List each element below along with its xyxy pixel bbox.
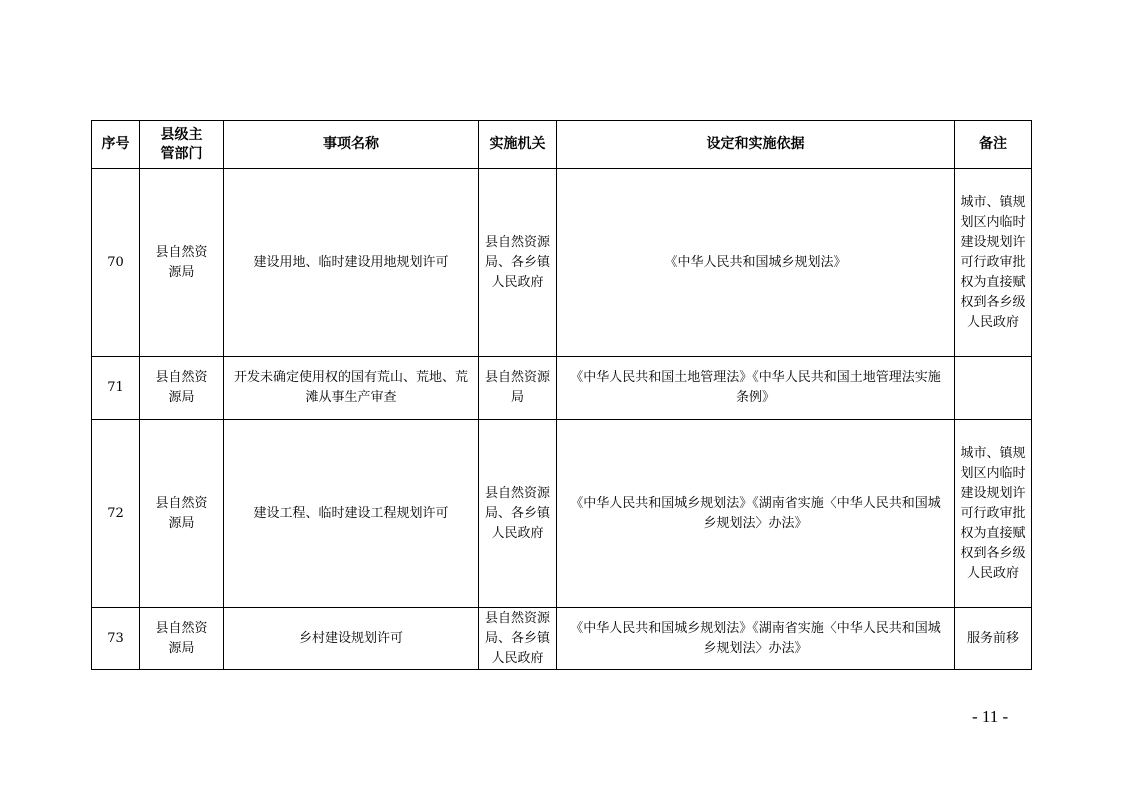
cell-remark: 城市、镇规划区内临时建设规划许可行政审批权为直接赋权到各乡级人民政府 bbox=[955, 169, 1032, 357]
cell-dept: 县自然资源局 bbox=[140, 420, 224, 608]
cell-seq: 71 bbox=[92, 357, 140, 420]
cell-basis: 《中华人民共和国城乡规划法》 bbox=[557, 169, 955, 357]
header-agency: 实施机关 bbox=[479, 121, 557, 169]
cell-item: 开发未确定使用权的国有荒山、荒地、荒滩从事生产审查 bbox=[224, 357, 479, 420]
matters-table bbox=[91, 120, 1032, 670]
header-remark: 备注 bbox=[955, 121, 1032, 169]
header-dept: 县级主管部门 bbox=[140, 121, 224, 169]
cell-basis: 《中华人民共和国城乡规划法》《湖南省实施〈中华人民共和国城乡规划法〉办法》 bbox=[557, 608, 955, 670]
cell-remark: 城市、镇规划区内临时建设规划许可行政审批权为直接赋权到各乡级人民政府 bbox=[955, 420, 1032, 608]
cell-item: 建设用地、临时建设用地规划许可 bbox=[224, 169, 479, 357]
cell-item: 建设工程、临时建设工程规划许可 bbox=[224, 420, 479, 608]
cell-seq: 70 bbox=[92, 169, 140, 357]
cell-agency: 县自然资源局、各乡镇人民政府 bbox=[479, 420, 557, 608]
header-item: 事项名称 bbox=[224, 121, 479, 169]
cell-basis: 《中华人民共和国城乡规划法》《湖南省实施〈中华人民共和国城乡规划法〉办法》 bbox=[557, 420, 955, 608]
cell-dept: 县自然资源局 bbox=[140, 608, 224, 670]
cell-dept: 县自然资源局 bbox=[140, 357, 224, 420]
header-row bbox=[92, 121, 1032, 169]
cell-seq: 73 bbox=[92, 608, 140, 670]
cell-remark bbox=[955, 357, 1032, 420]
cell-seq: 72 bbox=[92, 420, 140, 608]
cell-item: 乡村建设规划许可 bbox=[224, 608, 479, 670]
header-seq: 序号 bbox=[92, 121, 140, 169]
page-number: - 11 - bbox=[972, 707, 1009, 726]
cell-agency: 县自然资源局 bbox=[479, 357, 557, 420]
table-row bbox=[92, 357, 1032, 420]
table-row bbox=[92, 169, 1032, 357]
table-row bbox=[92, 608, 1032, 670]
cell-remark: 服务前移 bbox=[955, 608, 1032, 670]
table-row bbox=[92, 420, 1032, 608]
cell-agency: 县自然资源局、各乡镇人民政府 bbox=[479, 169, 557, 357]
cell-basis: 《中华人民共和国土地管理法》《中华人民共和国土地管理法实施条例》 bbox=[557, 357, 955, 420]
cell-dept: 县自然资源局 bbox=[140, 169, 224, 357]
header-basis: 设定和实施依据 bbox=[557, 121, 955, 169]
cell-agency: 县自然资源局、各乡镇人民政府 bbox=[479, 608, 557, 670]
